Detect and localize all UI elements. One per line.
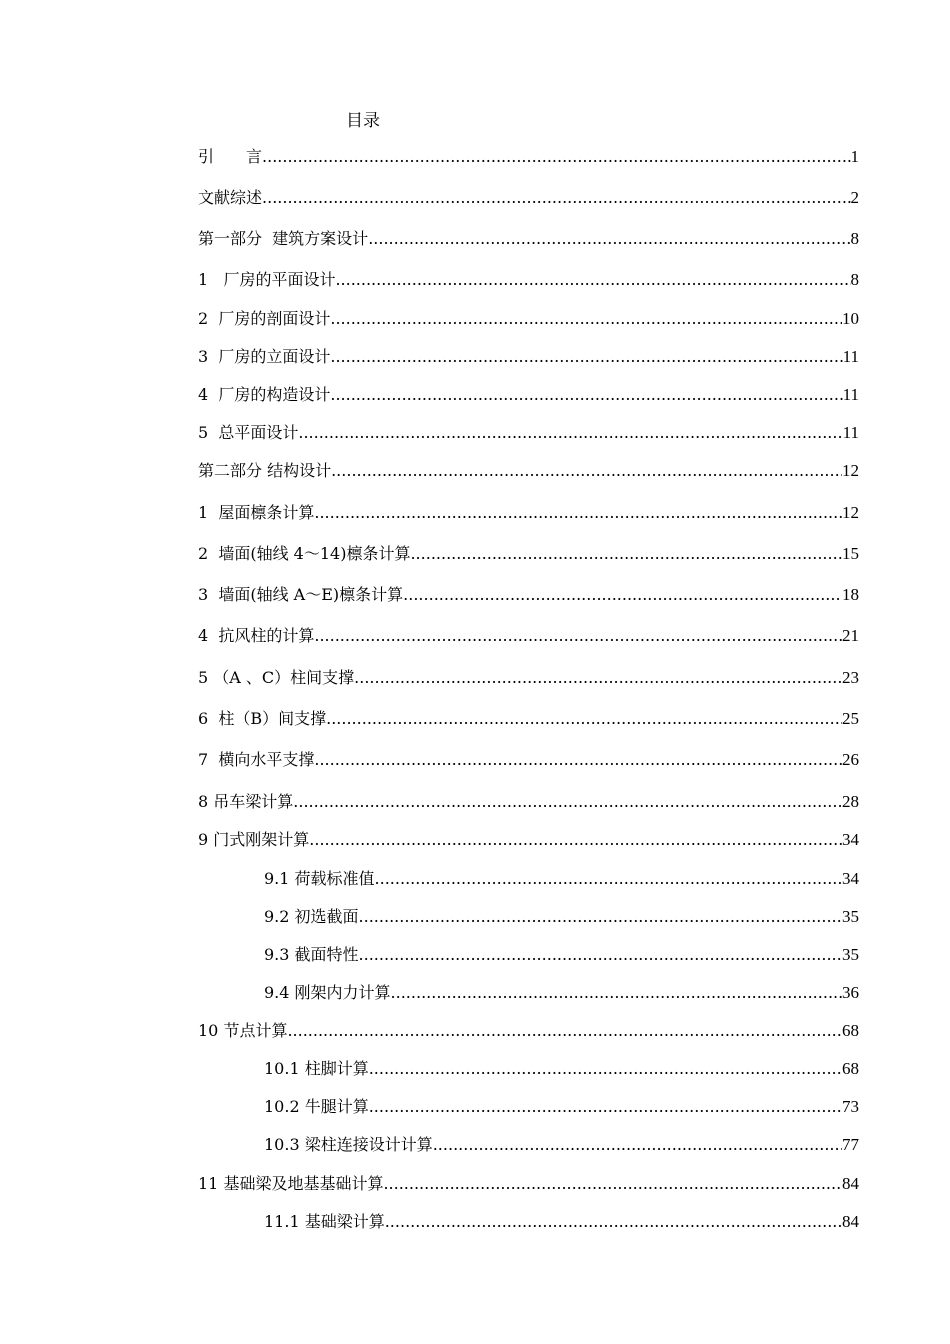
toc-entry[interactable] — [198, 384, 859, 406]
toc-entry[interactable] — [198, 749, 859, 771]
dot-leader — [410, 543, 842, 565]
toc-entry-page: 8 — [850, 270, 859, 289]
toc-entry-label: 第一部分 建筑方案设计 — [198, 229, 369, 248]
dot-leader — [330, 384, 842, 406]
toc-entry-label: 9.4 刚架内力计算 — [264, 983, 391, 1002]
dot-leader — [330, 308, 842, 330]
toc-entry-label: 3 墙面(轴线 A～E)檩条计算 — [198, 585, 404, 604]
toc-entry-page: 25 — [842, 709, 859, 728]
dot-leader — [354, 667, 842, 689]
toc-entry-label: 8 吊车梁计算 — [198, 792, 294, 811]
toc-entry-label: 第二部分 结构设计 — [198, 461, 332, 480]
toc-entry-page: 12 — [842, 503, 859, 522]
toc-entry-label: 文献综述 — [198, 188, 263, 207]
dot-leader — [262, 187, 850, 209]
dot-leader — [335, 269, 850, 291]
dot-leader — [385, 1211, 842, 1233]
toc-entry-label: 9.3 截面特性 — [264, 945, 359, 964]
toc-entry-label: 7 横向水平支撑 — [198, 750, 315, 769]
toc-entry[interactable] — [198, 584, 859, 606]
toc-entry[interactable] — [198, 625, 859, 647]
dot-leader — [309, 829, 842, 851]
dot-leader — [314, 749, 842, 771]
toc-entry[interactable] — [264, 1211, 859, 1233]
toc-entry-label: 4 厂房的构造设计 — [198, 385, 331, 404]
dot-leader — [293, 791, 842, 813]
toc-entry-label: 5 总平面设计 — [198, 423, 299, 442]
toc-entry-label: 4 抗风柱的计算 — [198, 626, 315, 645]
toc-entry[interactable] — [198, 708, 859, 730]
toc-entry[interactable] — [198, 1020, 859, 1042]
toc-entry-label: 1 屋面檩条计算 — [198, 503, 315, 522]
toc-entry[interactable] — [264, 868, 859, 890]
dot-leader — [391, 982, 842, 1004]
toc-entry-label: 引 言 — [198, 147, 263, 166]
toc-entry-page: 77 — [842, 1135, 859, 1154]
toc-entry[interactable] — [198, 502, 859, 524]
dot-leader — [287, 1020, 842, 1042]
dot-leader — [330, 346, 842, 368]
toc-entry-page: 34 — [842, 830, 859, 849]
toc-entry[interactable] — [264, 982, 859, 1004]
toc-entry[interactable] — [198, 1173, 859, 1195]
toc-entry-page: 2 — [850, 188, 859, 207]
page-title: 目录 — [346, 111, 380, 131]
toc-entry-page: 23 — [842, 668, 859, 687]
toc-entry[interactable] — [198, 667, 859, 689]
toc-entry-page: 35 — [842, 945, 859, 964]
dot-leader — [433, 1134, 842, 1156]
toc-entry[interactable] — [264, 906, 859, 928]
toc-entry-page: 12 — [842, 461, 859, 480]
dot-leader — [331, 460, 842, 482]
toc-entry-page: 84 — [842, 1174, 859, 1193]
toc-entry[interactable] — [198, 346, 859, 368]
toc-entry-page: 68 — [842, 1059, 859, 1078]
toc-entry-label: 10 节点计算 — [198, 1021, 288, 1040]
dot-leader — [369, 1096, 842, 1118]
toc-entry-label: 3 厂房的立面设计 — [198, 347, 331, 366]
toc-entry[interactable] — [198, 791, 859, 813]
toc-entry-page: 34 — [842, 869, 859, 888]
toc-entry-label: 10.2 牛腿计算 — [264, 1097, 369, 1116]
dot-leader — [403, 584, 842, 606]
toc-entry-page: 11 — [842, 347, 859, 366]
toc-entry-label: 9.2 初选截面 — [264, 907, 359, 926]
dot-leader — [369, 1058, 842, 1080]
toc-entry[interactable] — [198, 460, 859, 482]
toc-entry[interactable] — [264, 1096, 859, 1118]
toc-entry[interactable] — [264, 1058, 859, 1080]
toc-entry-label: 10.1 柱脚计算 — [264, 1059, 369, 1078]
toc-entry-label: 11 基础梁及地基基础计算 — [198, 1174, 384, 1193]
toc-entry[interactable] — [198, 146, 859, 168]
toc-entry-page: 8 — [850, 229, 859, 248]
toc-entry-page: 21 — [842, 626, 859, 645]
toc-entry-page: 68 — [842, 1021, 859, 1040]
toc-entry-label: 5 （A 、C）柱间支撑 — [198, 668, 355, 687]
toc-entry-label: 10.3 梁柱连接设计计算 — [264, 1135, 433, 1154]
toc-entry-label: 1 厂房的平面设计 — [198, 270, 336, 289]
toc-entry[interactable] — [264, 944, 859, 966]
toc-entry-page: 36 — [842, 983, 859, 1002]
toc-entry-page: 35 — [842, 907, 859, 926]
toc-entry-page: 18 — [842, 585, 859, 604]
toc-entry-page: 1 — [850, 147, 859, 166]
toc-entry-page: 26 — [842, 750, 859, 769]
toc-entry[interactable] — [198, 543, 859, 565]
toc-entry-page: 84 — [842, 1212, 859, 1231]
toc-entry-page: 15 — [842, 544, 859, 563]
toc-entry[interactable] — [198, 829, 859, 851]
toc-entry-page: 11 — [842, 385, 859, 404]
toc-entry[interactable] — [198, 269, 859, 291]
toc-entry-label: 9 门式刚架计算 — [198, 830, 310, 849]
dot-leader — [359, 906, 842, 928]
toc-entry-page: 28 — [842, 792, 859, 811]
toc-entry-label: 11.1 基础梁计算 — [264, 1212, 385, 1231]
toc-entry-label: 2 墙面(轴线 4～14)檩条计算 — [198, 544, 411, 563]
toc-entry[interactable] — [198, 422, 859, 444]
toc-entry-page: 10 — [842, 309, 859, 328]
toc-entry[interactable] — [198, 187, 859, 209]
dot-leader — [359, 944, 842, 966]
toc-entry-label: 6 柱（B）间支撑 — [198, 709, 327, 728]
toc-entry-label: 2 厂房的剖面设计 — [198, 309, 331, 328]
toc-entry[interactable] — [264, 1134, 859, 1156]
toc-entry[interactable] — [198, 228, 859, 250]
dot-leader — [375, 868, 842, 890]
dot-leader — [368, 228, 850, 250]
toc-entry-label: 9.1 荷载标准值 — [264, 869, 375, 888]
toc-entry-page: 11 — [842, 423, 859, 442]
dot-leader — [326, 708, 842, 730]
toc-entry[interactable] — [198, 308, 859, 330]
dot-leader — [383, 1173, 842, 1195]
dot-leader — [314, 625, 842, 647]
dot-leader — [298, 422, 842, 444]
dot-leader — [314, 502, 842, 524]
toc-entry-page: 73 — [842, 1097, 859, 1116]
dot-leader — [262, 146, 850, 168]
